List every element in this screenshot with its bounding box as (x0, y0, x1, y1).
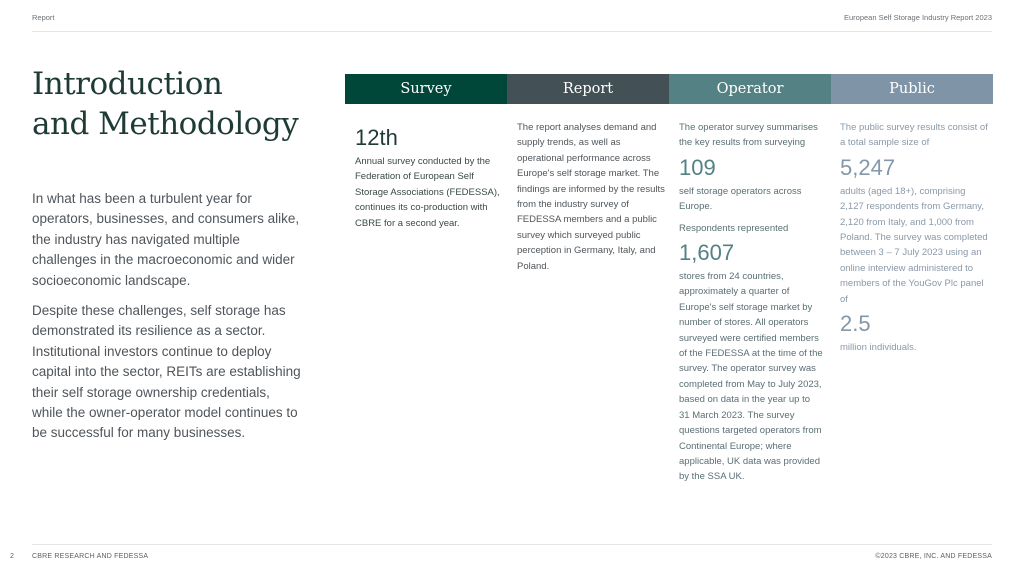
report-header: Report (507, 74, 669, 104)
sample-size-stat: 5,247 (840, 154, 896, 180)
header-report-title: European Self Storage Industry Report 2023 (843, 13, 992, 22)
page-title-line-1: Introduction (32, 66, 223, 102)
public-text-2: million individuals. (840, 342, 917, 354)
operator-count-stat: 109 (679, 154, 716, 180)
operator-text-3: stores from 24 countries, approximately a quarter of Europe's self storage market by number of stores. All operators surveyed were certified members of the FEDESSA at the time of the survey. The operator survey was completed from May to July 2023, based on data in the year up to 31 March 2023. The survey questions targeted operators from Continental Europe; where applicable, UK data was provided by the SSA UK. (679, 271, 823, 483)
public-header: Public (831, 74, 993, 104)
report-text: The report analyses demand and supply trends, as well as operational performance across Europe's self storage market. The findings are informed by the results from the industry survey of FEDESSA members and a public survey which surveyed public perception in Germany, Italy, and Poland. (517, 122, 665, 272)
footer-divider (32, 544, 992, 545)
operator-text-2: Respondents represented (679, 222, 789, 234)
header-divider (32, 31, 992, 32)
page-number: 2 (10, 553, 15, 560)
footer-copyright: ©2023 CBRE, INC. AND FEDESSA (875, 553, 992, 560)
operator-text-1: self storage operators across Europe. (679, 185, 802, 213)
page-title-line-2: and Methodology (32, 106, 299, 142)
survey-column (355, 120, 505, 231)
intro-paragraph-2: Despite these challenges, self storage has demonstrated its resilience as a sector. Institutional investors continue to deploy capital into the sector, REITs are establishing their self storage ownership credentials, while the owner-operator model continues to be successful for many businesses. (32, 303, 301, 441)
operator-intro: The operator survey summarises the key results from surveying (679, 122, 818, 149)
survey-text: Annual survey conducted by the Federation of European Self Storage Associations (FEDESSA), continues its co-production with CBRE for a second year. (355, 156, 500, 229)
survey-header: Survey (345, 74, 507, 104)
public-column (840, 120, 990, 355)
intro-text (32, 189, 302, 454)
page-title (32, 64, 298, 144)
operator-column (679, 120, 823, 485)
panel-size-stat: 2.5 (840, 311, 871, 337)
report-column (517, 120, 667, 274)
intro-paragraph-1: In what has been a turbulent year for operators, businesses, and consumers alike, the industry has navigated multiple challenges in the macroeconomic and wider socioeconomic landscape. (32, 191, 300, 288)
section-header-bar (345, 74, 993, 104)
public-intro: The public survey results consist of a total sample size of (840, 122, 988, 149)
footer-source: CBRE RESEARCH AND FEDESSA (32, 553, 149, 560)
operator-header: Operator (669, 74, 831, 104)
public-text-1: adults (aged 18+), comprising 2,127 respondents from Germany, 2,120 from Italy, and 1,000 from Poland. The survey was completed between 3 – 7 July 2023 using an online interview administered to members of the YouGov Plc panel of (840, 185, 988, 305)
survey-stat: 12th (355, 125, 398, 150)
store-count-stat: 1,607 (679, 240, 735, 266)
header-section-label: Report (32, 13, 55, 22)
